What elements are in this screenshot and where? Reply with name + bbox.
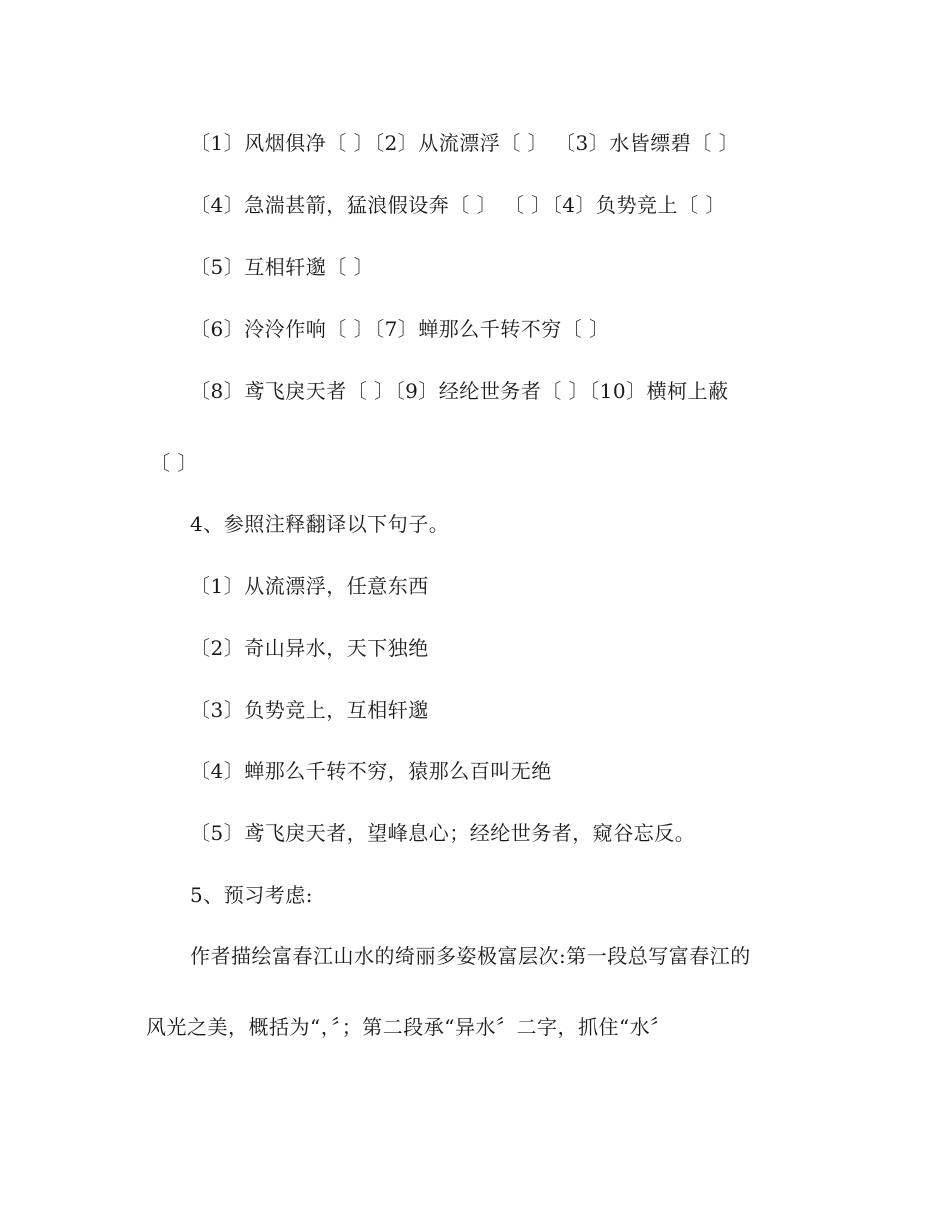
exercise5-paragraph-line-1: 作者描绘富春江山水的绮丽多姿极富层次:第一段总写富春江的 [190, 944, 751, 968]
exercise3-line-4: 〔6〕泠泠作响〔 〕〔7〕蝉那么千转不穷〔 〕 [190, 317, 610, 341]
exercise4-item: 〔3〕负势竞上，互相轩邈 [190, 698, 429, 722]
exercise4-heading: 4、参照注释翻译以下句子。 [190, 512, 450, 536]
exercise4-item: 〔2〕奇山异水，天下独绝 [190, 636, 429, 660]
exercise4-item: 〔4〕蝉那么千转不穷，猿那么百叫无绝 [190, 759, 552, 783]
exercise4-item: 〔1〕从流漂浮，任意东西 [190, 574, 429, 598]
exercise3-line-5: 〔8〕鸢飞戾天者〔 〕〔9〕经纶世务者〔 〕〔10〕横柯上蔽 [190, 379, 729, 403]
exercise4-item: 〔5〕鸢飞戾天者，望峰息心；经纶世务者，窥谷忘反。 [190, 821, 696, 845]
exercise5-paragraph-line-2: 风光之美，概括为“，〞；第二段承“异水〞二字，抓住“水〞 [146, 1015, 671, 1039]
exercise3-line-1: 〔1〕风烟俱净〔 〕〔2〕从流漂浮〔 〕 〔3〕水皆缥碧〔 〕 [190, 131, 740, 155]
exercise3-line-2: 〔4〕急湍甚箭，猛浪假设奔〔 〕 〔 〕〔4〕负势竞上〔 〕 [190, 193, 726, 217]
exercise5-heading: 5、预习考虑: [190, 883, 313, 907]
exercise3-line-3: 〔5〕互相轩邈〔 〕 [190, 255, 375, 279]
exercise3-line-6: 〔 〕 [150, 451, 198, 475]
